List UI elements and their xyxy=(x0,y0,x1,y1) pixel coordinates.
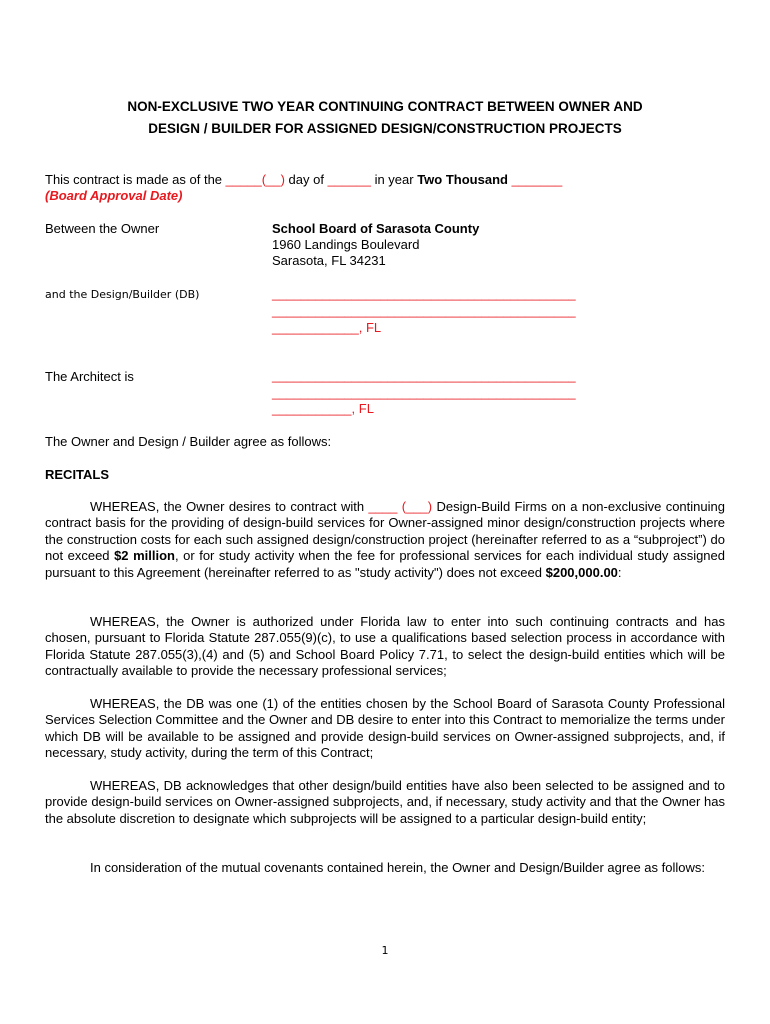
amount-200000: $200,000.00 xyxy=(545,564,618,580)
architect-line-2: __________________________________________ xyxy=(272,385,576,400)
board-approval-date: (Board Approval Date) xyxy=(45,188,183,203)
recitals-heading: RECITALS xyxy=(45,467,110,482)
para1-text-b: Design-Build Firms on a non-exclusive continuing contract basis for the providing of design-build services for Owner-assigned minor design/construction projects where the construction costs for each such assigned design/construction project (hereinafter referred to as a “subproject”) do not exceed xyxy=(45,499,725,564)
title-line-2: DESIGN / BUILDER FOR ASSIGNED DESIGN/CONSTRUCTION PROJECTS xyxy=(148,121,622,136)
para2-text: WHEREAS, the Owner is authorized under Florida law to enter into such continuing contracts and has chosen, pursuant to Florida Statute 287.055(9)(c), to use a qualifications based selection process in accordance with Florida Statute 287.055(3),(4) and (5) and School Board Policy 7.71, to select the design-build entities which will be contractually available to provide the necessary professional services; xyxy=(45,614,725,679)
page-number: 1 xyxy=(381,944,389,957)
day-blank: _____(__) xyxy=(225,172,285,187)
recital-paragraph-1 xyxy=(45,499,725,581)
recital-paragraph-2 xyxy=(45,614,725,680)
title-line-1: NON-EXCLUSIVE TWO YEAR CONTINUING CONTRACT BETWEEN OWNER AND xyxy=(127,99,643,114)
owner-label: Between the Owner xyxy=(45,221,160,236)
architect-label: The Architect is xyxy=(45,369,134,384)
recital-paragraph-3 xyxy=(45,696,725,762)
intro-made-as-of: This contract is made as of the xyxy=(45,172,226,187)
firm-count-number-blank: (___) xyxy=(401,499,433,514)
builder-line-1: __________________________________________ xyxy=(272,286,576,301)
year-blank: _______ xyxy=(511,172,563,187)
owner-name: School Board of Sarasota County xyxy=(272,221,480,236)
month-blank: ______ xyxy=(327,172,371,187)
architect-line-3: ___________, FL xyxy=(272,401,374,416)
amount-2-million: $2 million xyxy=(114,548,175,564)
owner-address-2: Sarasota, FL 34231 xyxy=(272,253,386,268)
para1-text-c: , or for study activity when the fee for professional services for each individual study assigned pursuant to this Agreement (hereinafter referred to as "study activity") does not exceed xyxy=(45,548,725,580)
builder-line-2: __________________________________________ xyxy=(272,303,576,318)
firm-count-blank: ____ xyxy=(368,499,398,514)
contract-title xyxy=(60,96,710,140)
intro-day-of: day of xyxy=(284,172,328,187)
recital-paragraph-4 xyxy=(45,778,725,827)
para1-text-d: : xyxy=(617,564,622,580)
para4-text: WHEREAS, DB acknowledges that other design/build entities have also been selected to be assigned and to provide design-build services on Owner-assigned subprojects, and, if necessary, study activity and that the Owner has the absolute discretion to designate which subprojects will be assigned to a particular design-build entity; xyxy=(45,778,725,826)
para5-text: In consideration of the mutual covenants contained herein, the Owner and Design/Builder agree as follows: xyxy=(90,860,705,875)
recital-paragraph-5 xyxy=(45,860,725,876)
para3-text: WHEREAS, the DB was one (1) of the entities chosen by the School Board of Sarasota County Professional Services Selection Committee and the Owner and DB desire to enter into this Contract to memorialize the terms under which DB will be available to be assigned and provide design-build services on Owner-assigned subprojects, and, if necessary, study activity, during the term of this Contract; xyxy=(45,696,725,761)
intro-two-thousand: Two Thousand xyxy=(417,172,508,187)
intro-line xyxy=(45,172,562,188)
intro-in-year: in year xyxy=(370,172,418,187)
para1-text-a: WHEREAS, the Owner desires to contract with xyxy=(90,499,369,514)
builder-label: and the Design/Builder (DB) xyxy=(45,288,200,301)
architect-line-1: __________________________________________ xyxy=(272,368,576,383)
agree-line: The Owner and Design / Builder agree as follows: xyxy=(45,434,332,449)
builder-line-3: ____________, FL xyxy=(272,320,382,335)
owner-address-1: 1960 Landings Boulevard xyxy=(272,237,420,252)
